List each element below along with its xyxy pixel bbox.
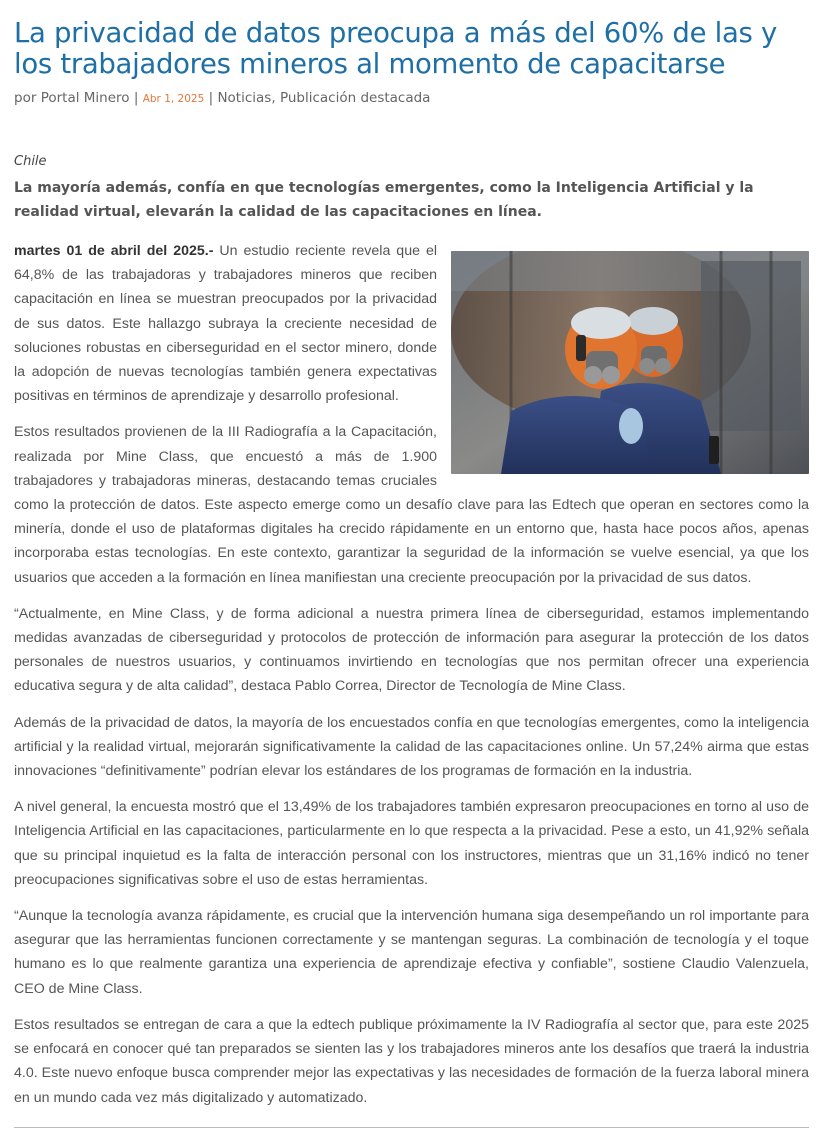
publish-date: Abr 1, 2025 — [142, 93, 205, 105]
article-location: Chile — [14, 154, 47, 169]
article-paragraph: “Aunque la tecnología avanza rápidamente, es crucial que la intervención humana siga desempeñando un rol importante para asegurar que las herramientas funcionen correctamente y se mantengan seguras. La combinación de tecnología y el toque humano es lo que realmente garantiza una experiencia de aprendizaje efectiva y confiable”, sostiene Claudio Valenzuela, CEO de Mine Class. — [14, 908, 809, 997]
article-photo — [451, 251, 809, 474]
article-title: La privacidad de datos preocupa a más del 60% de las y los trabajadores mineros al momento de capacitarse — [14, 17, 777, 80]
meta-separator: | — [208, 90, 214, 106]
category-separator: , — [271, 90, 276, 106]
category-link-noticias[interactable]: Noticias — [217, 90, 272, 106]
article-body — [14, 239, 809, 1110]
article-paragraph: Además de la privacidad de datos, la mayoría de los encuestados confía en que tecnologías emergentes, como la inteligencia artificial y la realidad virtual, mejorarán significativamente la calidad de las capacitaciones online. Un 57,24% airma que estas innovaciones “definitivamente” podrían elevar los estándares de los programas de formación en la industria. — [14, 714, 809, 780]
miners-photo-illustration — [451, 251, 809, 474]
article-paragraph: Estos resultados se entregan de cara a que la edtech publique próximamente la IV Radiografía al sector que, para este 2025 se enfocará en conocer qué tan preparados se sienten las y los trabajadores mineros ante los desafíos que traerá la industria 4.0. Este nuevo enfoque busca comprender mejor las expectativas y las necesidades de formación de la fuerza laboral minera en un mundo cada vez más digitalizado y automatizado. — [14, 1016, 809, 1106]
article-paragraph: A nivel general, la encuesta mostró que el 13,49% de los trabajadores también expresaron preocupaciones en torno al uso de Inteligencia Artificial en las capacitaciones, particularmente en lo que respecta a la privacidad. Pese a esto, un 41,92% señala que su principal inquietud es la falta de interacción personal con los instructores, mientras que un 31,16% indicó no tener preocupaciones significativas sobre el uso de estas herramientas. — [14, 799, 809, 888]
byline-prefix: por — [14, 90, 37, 106]
paragraph-text: Un estudio reciente revela que el 64,8% de las trabajadoras y trabajadores mineros que reciben capacitación en línea se muestran preocupados por la privacidad de sus datos. Este hallazgo subraya la creciente necesidad de soluciones robustas en ciberseguridad en el sector minero, donde la adopción de nuevas tecnologías también genera expectativas positivas en términos de aprendizaje y desarrollo profesional. — [14, 243, 437, 405]
bottom-divider — [14, 1127, 809, 1128]
article-paragraph: “Actualmente, en Mine Class, y de forma adicional a nuestra primera línea de ciberseguridad, estamos implementando medidas avanzadas de ciberseguridad y protocolos de protección de información para asegurar la protección de los datos personales de nuestros usuarios, y continuamos invirtiendo en tecnologías que nos permitan ofrecer una experiencia educativa segura y de alta calidad”, destaca Pablo Correa, Director de Tecnología de Mine Class. — [14, 605, 809, 695]
category-link-destacada[interactable]: Publicación destacada — [279, 90, 431, 106]
article-paragraph: Estos resultados provienen de la III Radiografía a la Capacitación, realizada por Mine Class, que encuestó a más de 1.900 trabajadores y trabajadoras mineras, destacando temas cruciales como la protección de datos. Este aspecto emerge como un desafío clave para las Edtech que operan en sectores como la minería, donde el uso de plataformas digitales ha crecido rápidamente en un entorno que, hasta hace pocos años, apenas incorporaba estas tecnologías. En este contexto, garantizar la seguridad de la información se vuelve esencial, ya que los usuarios que acceden a la formación en línea manifiestan una creciente preocupación por la privacidad de sus datos. — [14, 424, 809, 586]
meta-separator: | — [133, 90, 139, 106]
article-lead: La mayoría además, confía en que tecnologías emergentes, como la Inteligencia Artificial y la realidad virtual, elevarán la calidad de las capacitaciones en línea. — [14, 180, 754, 220]
author-link[interactable]: Portal Minero — [40, 90, 130, 106]
article-meta — [14, 90, 809, 106]
dateline: martes 01 de abril del 2025.- — [14, 243, 214, 259]
